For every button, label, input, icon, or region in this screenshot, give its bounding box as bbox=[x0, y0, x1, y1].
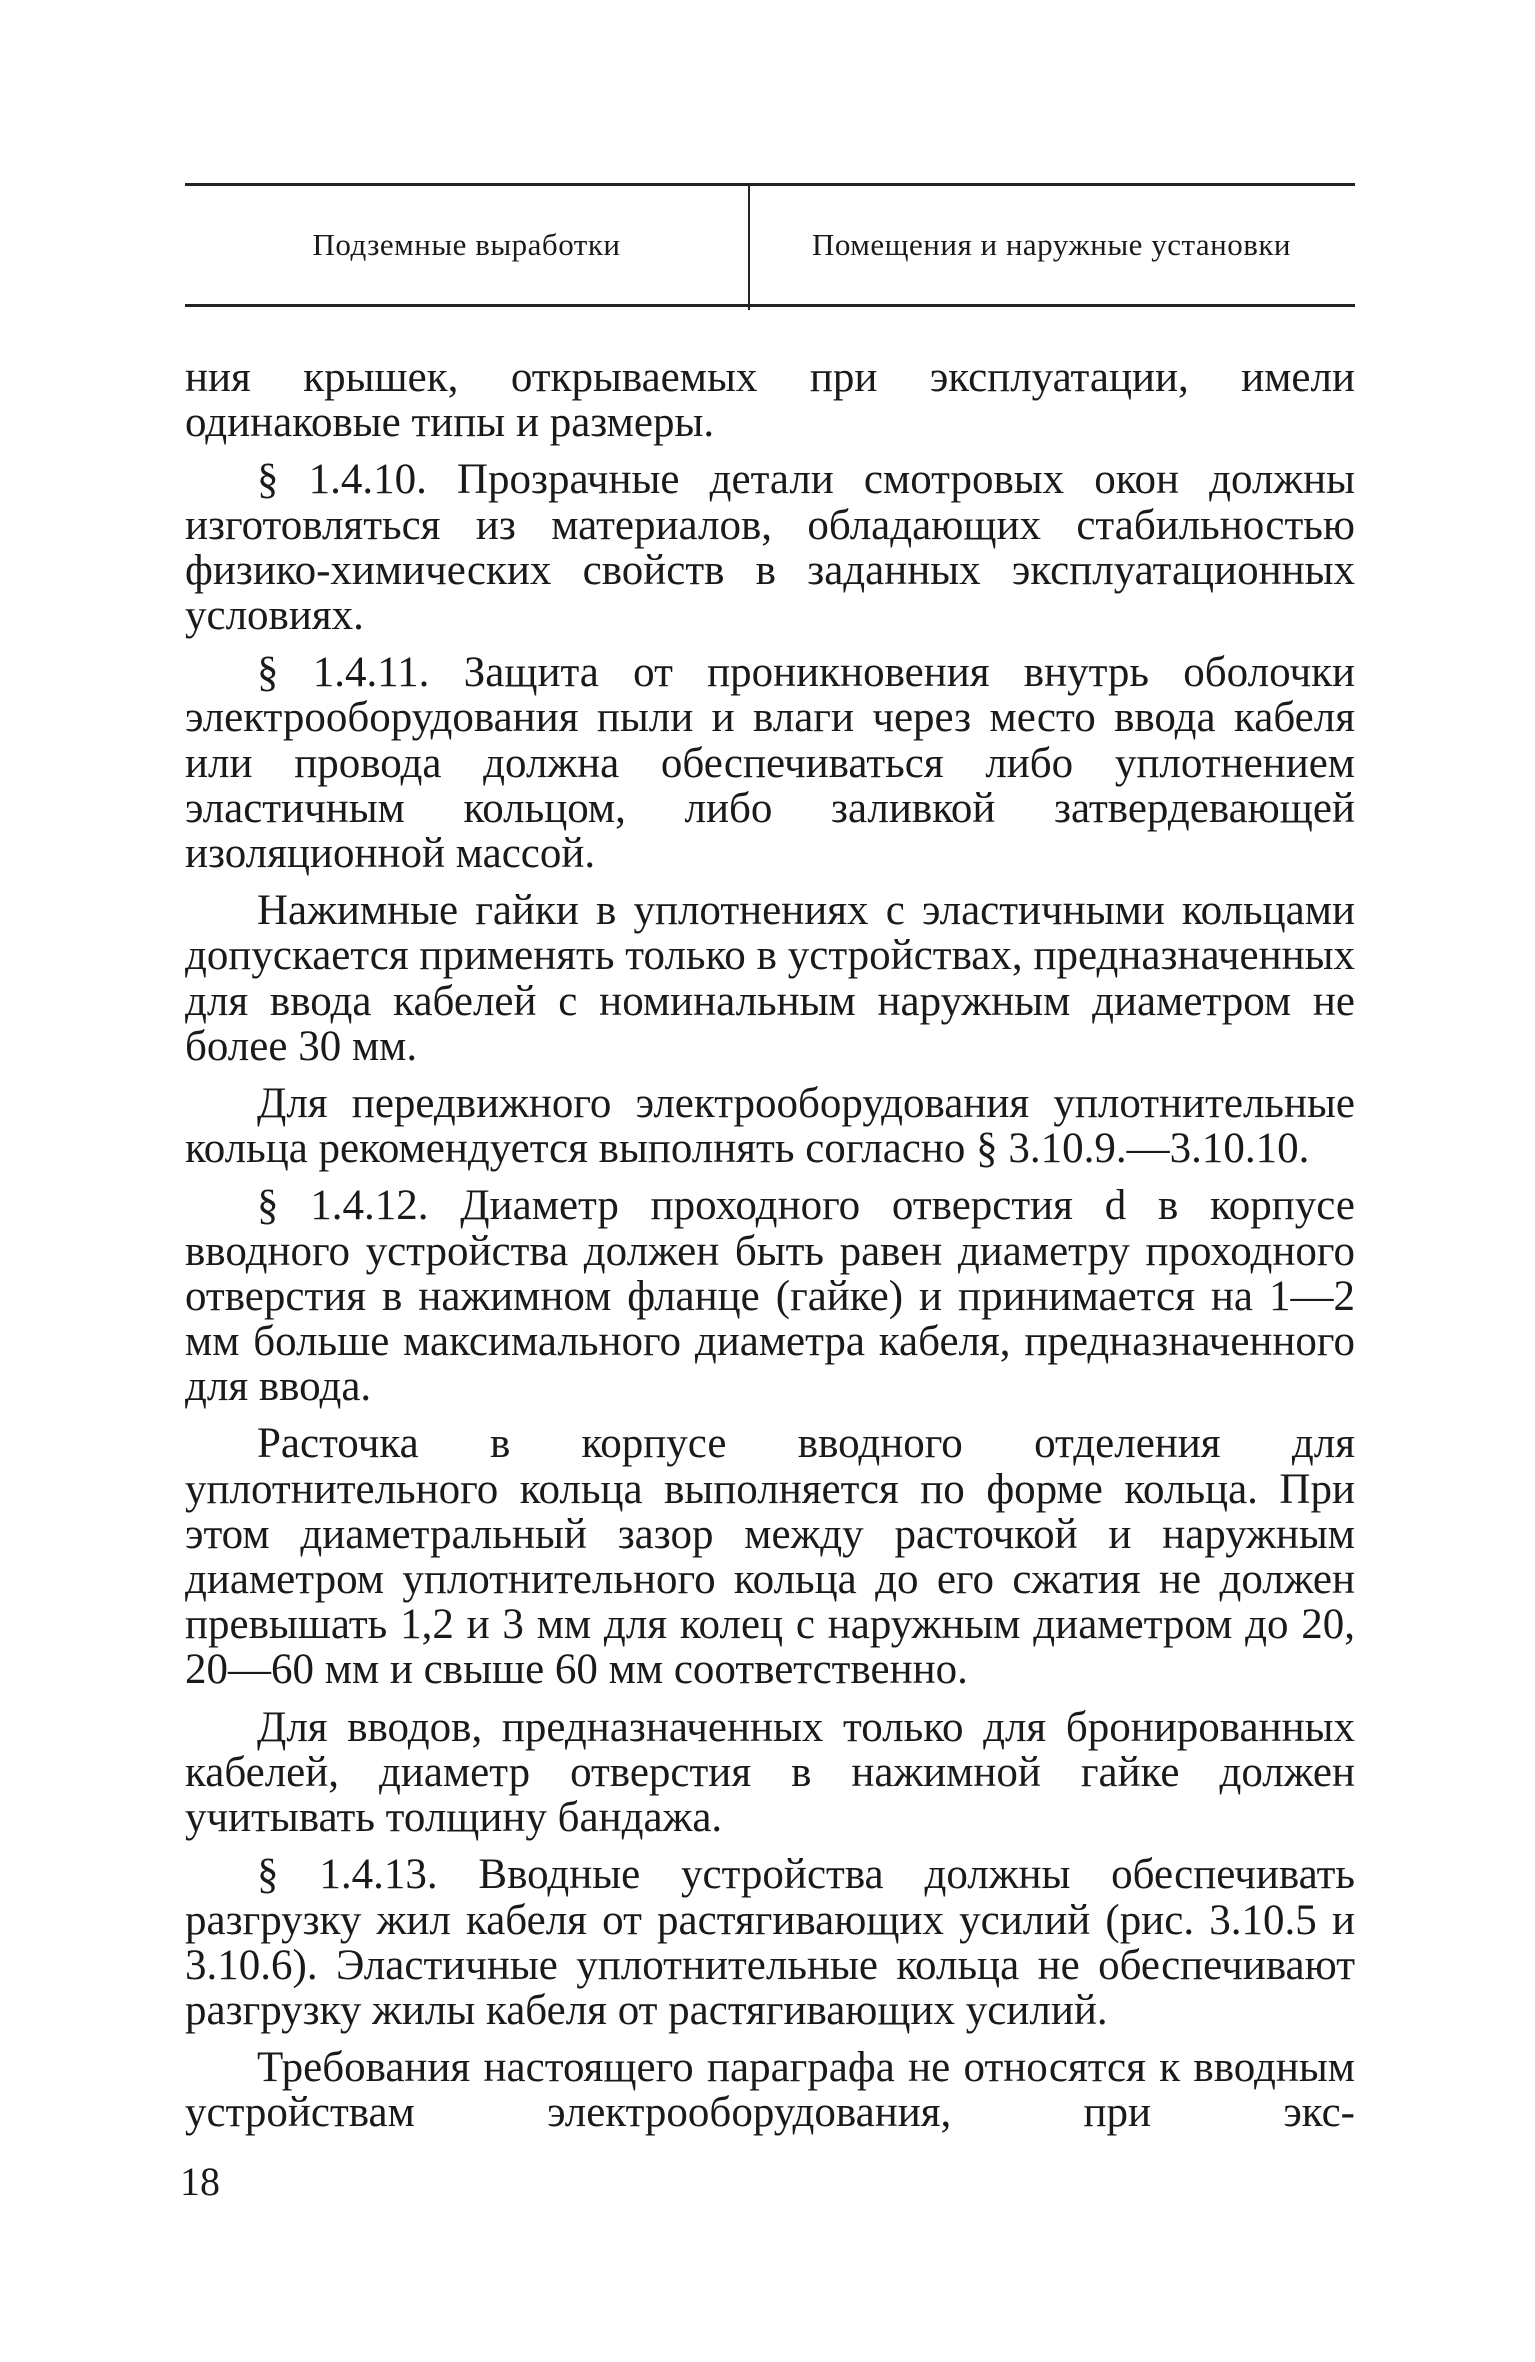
body-text bbox=[185, 355, 1355, 2148]
header-left-column: Подземные выработки bbox=[312, 227, 621, 262]
page-number: 18 bbox=[180, 2159, 220, 2204]
paragraph: Нажимные гайки в уплотнениях с эластичными кольцами допускается применять только в устройствах, предназначенных для ввода кабелей с номинальным наружным диаметром не более 30 мм. bbox=[185, 887, 1355, 1070]
paragraph: Для вводов, предназначенных только для бронированных кабелей, диаметр отверстия в нажимной гайке должен учитывать толщину бандажа. bbox=[185, 1703, 1355, 1842]
paragraph: § 1.4.10. Прозрачные детали смотровых окон должны изготовляться из материалов, обладающих стабильностью физико-химических свойств в заданных эксплуатационных условиях. bbox=[185, 456, 1355, 640]
header-right-column: Помещения и наружные установки bbox=[811, 227, 1292, 262]
paragraph: ния крышек, открываемых при эксплуатации, имели одинаковые типы и размеры. bbox=[185, 354, 1355, 447]
paragraph: Для передвижного электрооборудования уплотнительные кольца рекомендуется выполнять согласно § 3.10.9.—3.10.10. bbox=[185, 1080, 1355, 1173]
paragraph: Требования настоящего параграфа не относятся к вводным устройствам электрооборудования, при экс- bbox=[185, 2044, 1355, 2137]
paragraph: Расточка в корпусе вводного отделения для уплотнительного кольца выполняется по форме кольца. При этом диаметральный зазор между расточкой и наружным диаметром уплотнительного кольца до его сжатия не должен превышать 1,2 и 3 мм для колец с наружным диаметром до 20, 20—60 мм и свыше 60 мм соответственно. bbox=[185, 1420, 1355, 1694]
paragraph: § 1.4.11. Защита от проникновения внутрь оболочки электрооборудования пыли и влаги через место ввода кабеля или провода должна обеспечиваться либо уплотнением эластичным кольцом, либо заливкой затвердевающей изоляционной массой. bbox=[185, 649, 1355, 878]
running-header bbox=[185, 183, 1355, 307]
paragraph: § 1.4.12. Диаметр проходного отверстия d в корпусе вводного устройства должен быть равен диаметру проходного отверстия в нажимном фланце (гайке) и принимается на 1—2 мм больше максимального диаметра кабеля, предназначенного для ввода. bbox=[185, 1182, 1355, 1411]
paragraph: § 1.4.13. Вводные устройства должны обеспечивать разгрузку жил кабеля от растягивающих усилий (рис. 3.10.5 и 3.10.6). Эластичные уплотнительные кольца не обеспечивают разгрузку жилы кабеля от растягивающих усилий. bbox=[185, 1851, 1355, 2034]
